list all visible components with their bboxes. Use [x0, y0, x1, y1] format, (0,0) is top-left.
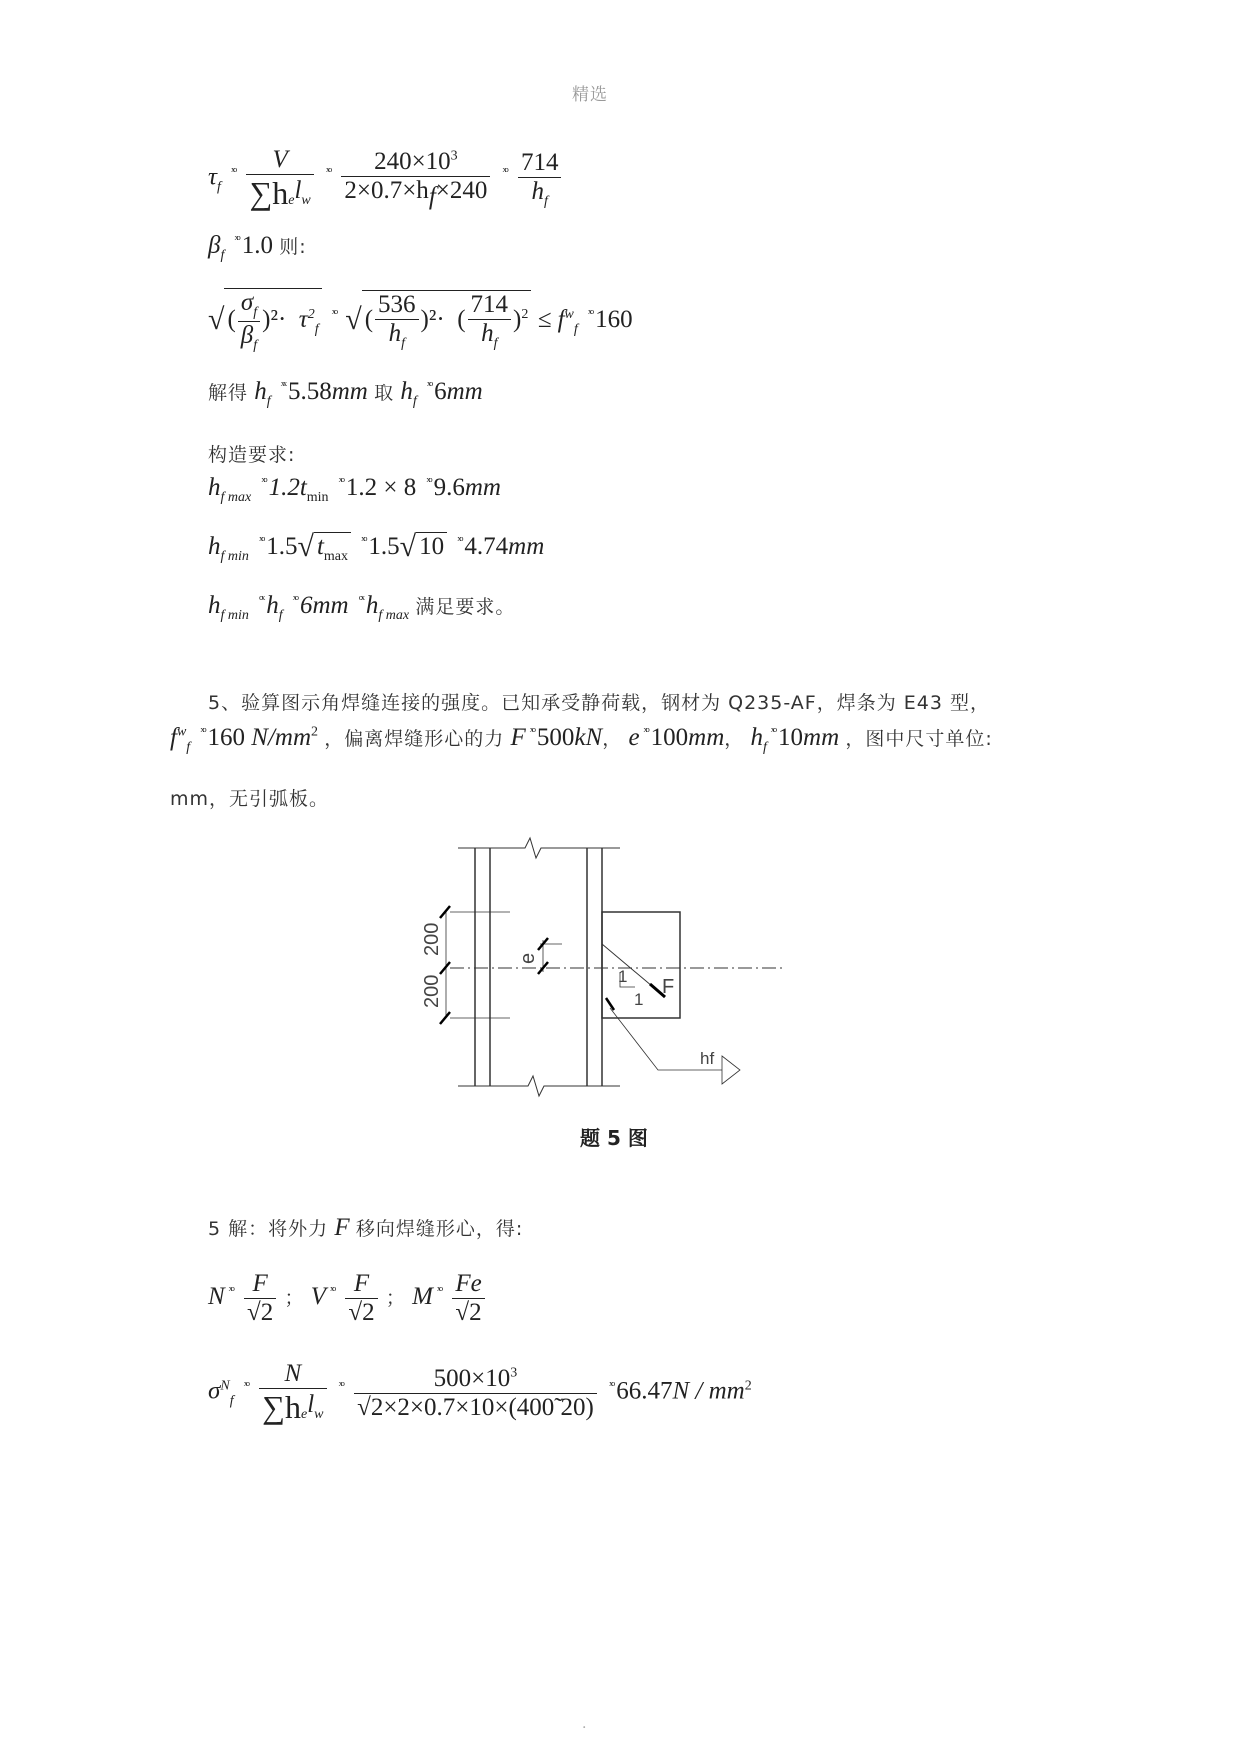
- equation-nvm: N $^{ˣᵒ}$ $\frac{F}{√2}$ ； V $^{ˣᵒ}$ $\frac{F}{√2}$ ； M $^{ˣᵒ}$ $\frac{Fe}{√2}$: [208, 1270, 487, 1327]
- figure-caption: 题 5 图: [580, 1126, 648, 1150]
- equation-hf-min: $h_{f min}$ $^{ˣᵒ}$ 1.5√ $t_{max}$ $^{ˣᵒ}$ 1.5√ 10 $^{ˣᵒ}$ 4.74mm: [208, 530, 545, 564]
- solution5-intro: 5 解：将外力 F 移向焊缝形心，得:: [208, 1214, 524, 1241]
- equation-strength-check: √ ( $\frac{\sigma_f}{\beta_f}$ )$^2\cdot \tau^2_f$ $^{ˣᵒ}$ √ ( $\frac{536}{h_f}$ )²· ( $\frac{714}{h_f}$ )$^2 \le f^w_f$ $^{ˣᵒ}$ 160: [208, 289, 633, 353]
- equation-hf-max: $h_{f max}$ $^{ˣᵒ}$ $1.2t_{min}$ $^{ˣᵒ}$ 1.2 × 8 $^{ˣᵒ}$ 9.6mm: [208, 474, 501, 505]
- equation-beta-f: $\beta_f$ $^{ˣᵒ}$ 1.0 则:: [208, 232, 307, 263]
- equation-sigma-n: $\sigma^N_f$ $^{ˣᵒ}$ $\frac{N}{\sum h_el_w}$ $^{ˣᵒ}$ $\frac{500\times 10^3}{√2\times 2\times 0.7\times 10\times(400̃ 20)}$ $^{ˣᵒ}$ $66.47N / mm^2$: [208, 1360, 752, 1425]
- page-footer-dot: ·: [582, 1720, 587, 1736]
- equation-tau-f: $\tau_f$ $^{ˣᵒ}$ $\frac{V}{\sum h_el_w}$ $^{ˣᵒ}$ $\frac{240\times 10^3}{2\times 0.7\times h_f\times 240}$ $^{ˣᵒ}$ $\frac{714}{h_f}$: [208, 146, 563, 212]
- dimension-tick: [440, 906, 450, 918]
- dim-label-top: 200: [421, 922, 443, 956]
- constraint-heading: 构造要求:: [208, 444, 296, 466]
- slope-label-2: 1: [634, 990, 644, 1009]
- problem5-line2: $f^w_f$ $^{ˣᵒ}$ 160 $N/mm^2$ ，偏离焊缝形心的力 F $^{ˣᵒ}$ 500kN， e $^{ˣᵒ}$ 100mm， $h_f^{ˣᵒ}$ 10mm ，图中尺寸单位:: [170, 724, 993, 755]
- dimension-tick: [440, 962, 450, 974]
- dim-label-bottom: 200: [421, 974, 443, 1008]
- equation-hf-compare: $h_{f min}$ $^{ᵒˣ}$ $h_f$ $^{ˣᵒ}$ 6mm $^{ᵒˣ}$ $h_{f max}$ 满足要求。: [208, 592, 516, 623]
- problem5-line1: 5、验算图示角焊缝连接的强度。已知承受静荷载，钢材为 Q235-AF，焊条为 E43 型，: [208, 692, 990, 714]
- weld-label: hf: [700, 1049, 715, 1068]
- equation-solve-hf: 解得 $h_f$ $^{ˣˣ}$ 5.58mm 取 $h_f$ $^{ˣᵒ}$ 6mm: [208, 378, 483, 409]
- weld-connection-figure: [410, 830, 800, 1100]
- weld-symbol: [722, 1056, 740, 1084]
- break-line-bottom: [458, 1076, 620, 1096]
- dimension-tick: [440, 1012, 450, 1024]
- problem5-line3: mm，无引弧板。: [170, 788, 330, 810]
- e-label: e: [517, 952, 539, 964]
- force-label: F: [662, 976, 675, 998]
- break-line-top: [458, 838, 620, 858]
- slope-label-1: 1: [618, 967, 628, 986]
- page-header-watermark: 精选: [572, 85, 608, 105]
